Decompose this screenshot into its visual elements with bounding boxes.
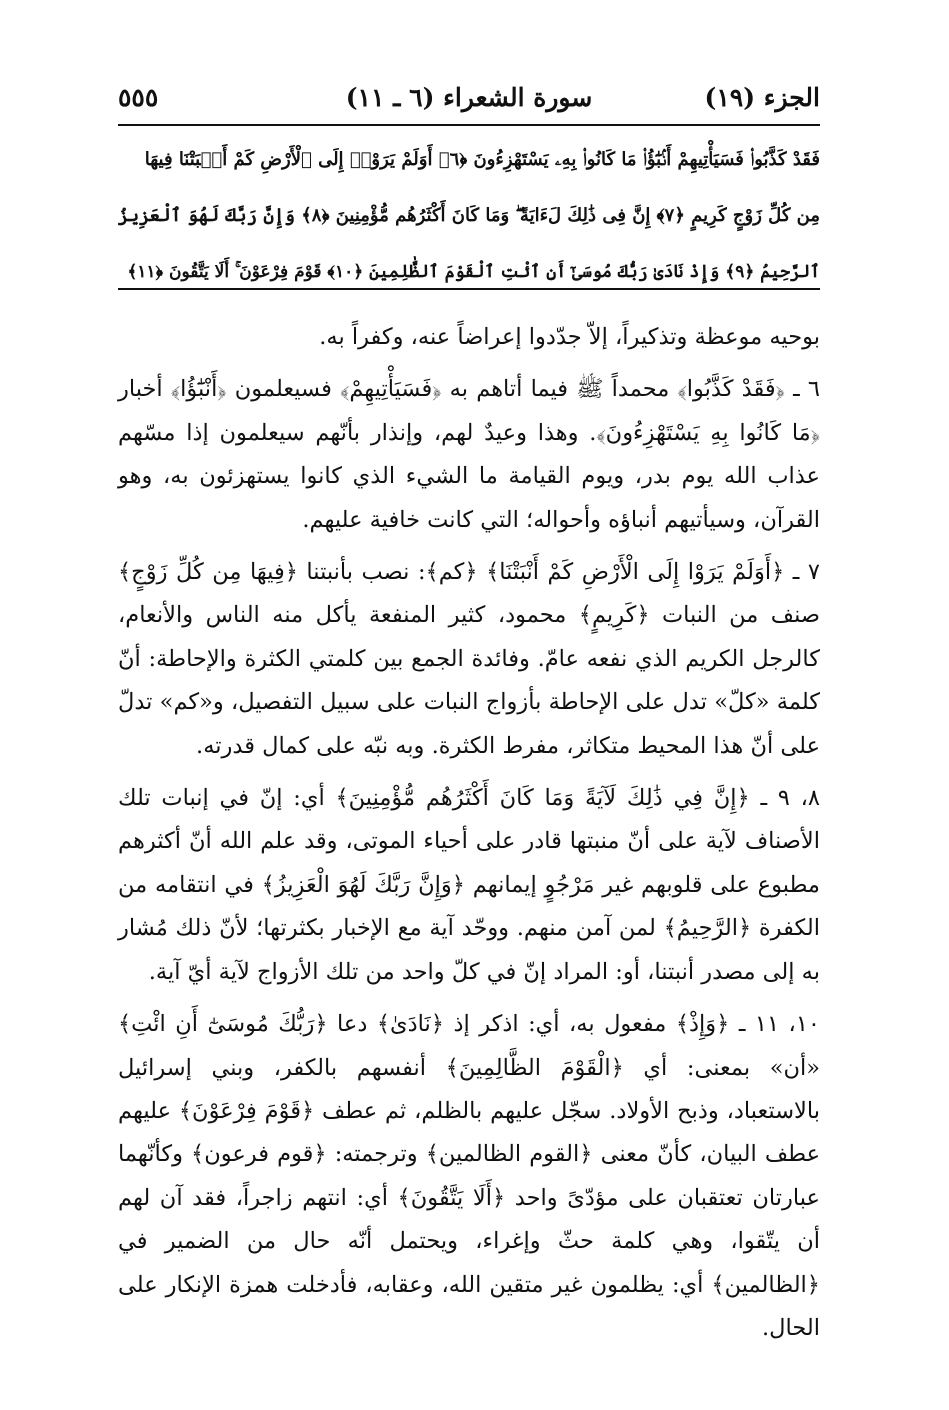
header-divider xyxy=(118,124,820,126)
quran-verse-block xyxy=(118,132,820,300)
commentary-text xyxy=(118,316,820,1350)
verse-line-3: ٱلرَّحِيمُ ﴿٩﴾ وَإِذْ نَادَىٰ رَبُّكَ مُوسَىٰٓ أَنِ ٱئْتِ ٱلْقَوْمَ ٱلظَّٰلِمِينَ ﴿١٠﴾ قَوْمَ فِرْعَوْنَ ۚ أَلَا يَتَّقُونَ ﴿١١﴾ xyxy=(127,262,820,282)
commentary-paragraph-verses-10-11: ١٠، ١١ ـ ﴿وَإِذْ﴾ مفعول به، أي: اذكر إذ ﴿نَادَىٰ﴾ دعا ﴿رَبُّكَ مُوسَىٰٓ أَنِ ائْتِ﴾ «أن» بمعنى: أي ﴿الْقَوْمَ الظَّالِمِينَ﴾ أنفسهم بالكفر، وبني إسرائيل بالاستعباد، وذبح الأولاد. سجّل عليهم بالظلم، ثم عطف ﴿قَوْمَ فِرْعَوْنَ﴾ عليهم عطف البيان، كأنّ معنى ﴿القوم الظالمين﴾ وترجمته: ﴿قوم فرعون﴾ وكأنّهما عبارتان تعتقبان على مؤدّىً واحد ﴿أَلَا يَتَّقُونَ﴾ أي: انتهم زاجراً، فقد آن لهم أن يتّقوا، وهي كلمة حثّ وإغراء، ويحتمل أنّه حال من الضمير في ﴿الظالمين﴾ أي: يظلمون غير متقين الله، وعقابه، فأدخلت همزة الإنكار على الحال. xyxy=(118,1011,820,1341)
surah-title: سورة الشعراء (٦ ـ ١١) xyxy=(345,83,593,112)
juz-label: الجزء (١٩) xyxy=(704,83,820,112)
running-header xyxy=(118,80,820,116)
verse-line-2: مِن كُلِّ زَوْجٍ كَرِيمٍ ﴿٧﴾ إِنَّ فِى ذَٰلِكَ لَءَايَةً ۖ وَمَا كَانَ أَكْثَرُهُم مُّؤْمِنِينَ ﴿٨﴾ وَإِنَّ رَبَّكَ لَهُوَ ٱلْعَزِيزُ xyxy=(118,205,820,226)
page-number: ٥٥٥ xyxy=(118,83,159,112)
commentary-paragraph-verse-6: ٦ ـ ﴿فَقَدْ كَذَّبُوا﴾ محمداً ﷺ فيما أتاهم به ﴿فَسَيَأْتِيهِمْ﴾ فسيعلمون ﴿أَنْبَٰٓؤُا﴾ أخبار ﴿مَا كَانُوا بِهِ يَسْتَهْزِءُونَ﴾. وهذا وعيدٌ لهم، وإنذار بأنّهم سيعلمون إذا مسّهم عذاب الله يوم بدر، ويوم القيامة ما الشيء الذي كانوا يستهزئون به، وهو القرآن، وسيأتيهم أنباؤه وأحواله؛ التي كانت خافية عليهم. xyxy=(118,376,820,533)
verse-divider xyxy=(118,288,820,290)
commentary-paragraph-verses-8-9: ٨، ٩ ـ ﴿إِنَّ فِي ذَٰلِكَ لَآيَةً وَمَا كَانَ أَكْثَرُهُم مُّؤْمِنِينَ﴾ أي: إنّ في إنبات تلك الأصناف لآية على أنّ منبتها قادر على أحياء الموتى، وقد علم الله أنّ أكثرهم مطبوع على قلوبهم غير مَرْجُوٍ إيمانهم ﴿وَإِنَّ رَبَّكَ لَهُوَ الْعَزِيزُ﴾ في انتقامه من الكفرة ﴿الرَّحِيمُ﴾ لمن آمن منهم. ووحّد آية مع الإخبار بكثرتها؛ لأنّ ذلك مُشار به إلى مصدر أنبتنا، أو: المراد إنّ في كلّ واحد من تلك الأزواج لآية أيّ آية. xyxy=(118,785,820,985)
commentary-paragraph-verse-7: ٧ ـ ﴿أَوَلَمْ يَرَوْا إِلَى الْأَرْضِ كَمْ أَنْبَتْنَا﴾ ﴿كم﴾: نصب بأنبتنا ﴿فِيهَا مِن كُلِّ زَوْجٍ﴾ صنف من النبات ﴿كَرِيمٍ﴾ محمود، كثير المنفعة يأكل منه الناس والأنعام، كالرجل الكريم الذي نفعه عامّ. وفائدة الجمع بين كلمتي الكثرة والإحاطة: أنّ كلمة «كلّ» تدل على الإحاطة بأزواج النبات على سبيل التفصيل، و«كم» تدلّ على أنّ هذا المحيط متكاثر، مفرط الكثرة. وبه نبّه على كمال قدرته. xyxy=(118,559,820,759)
commentary-paragraph-intro: بوحيه موعظة وتذكيراً، إلاّ جدّدوا إعراضاً عنه، وكفراً به. xyxy=(319,324,820,350)
verse-line-1: فَقَدْ كَذَّبُوا۟ فَسَيَأْتِيهِمْ أَنۢبَٰٓؤُا۟ مَا كَانُوا۟ بِهِۦ يَسْتَهْزِءُونَ ﴿٦﴾ أَوَلَمْ يَرَوْا۟ إِلَى ٱلْأَرْضِ كَمْ أَنۢبَتْنَا فِيهَا xyxy=(144,149,820,170)
